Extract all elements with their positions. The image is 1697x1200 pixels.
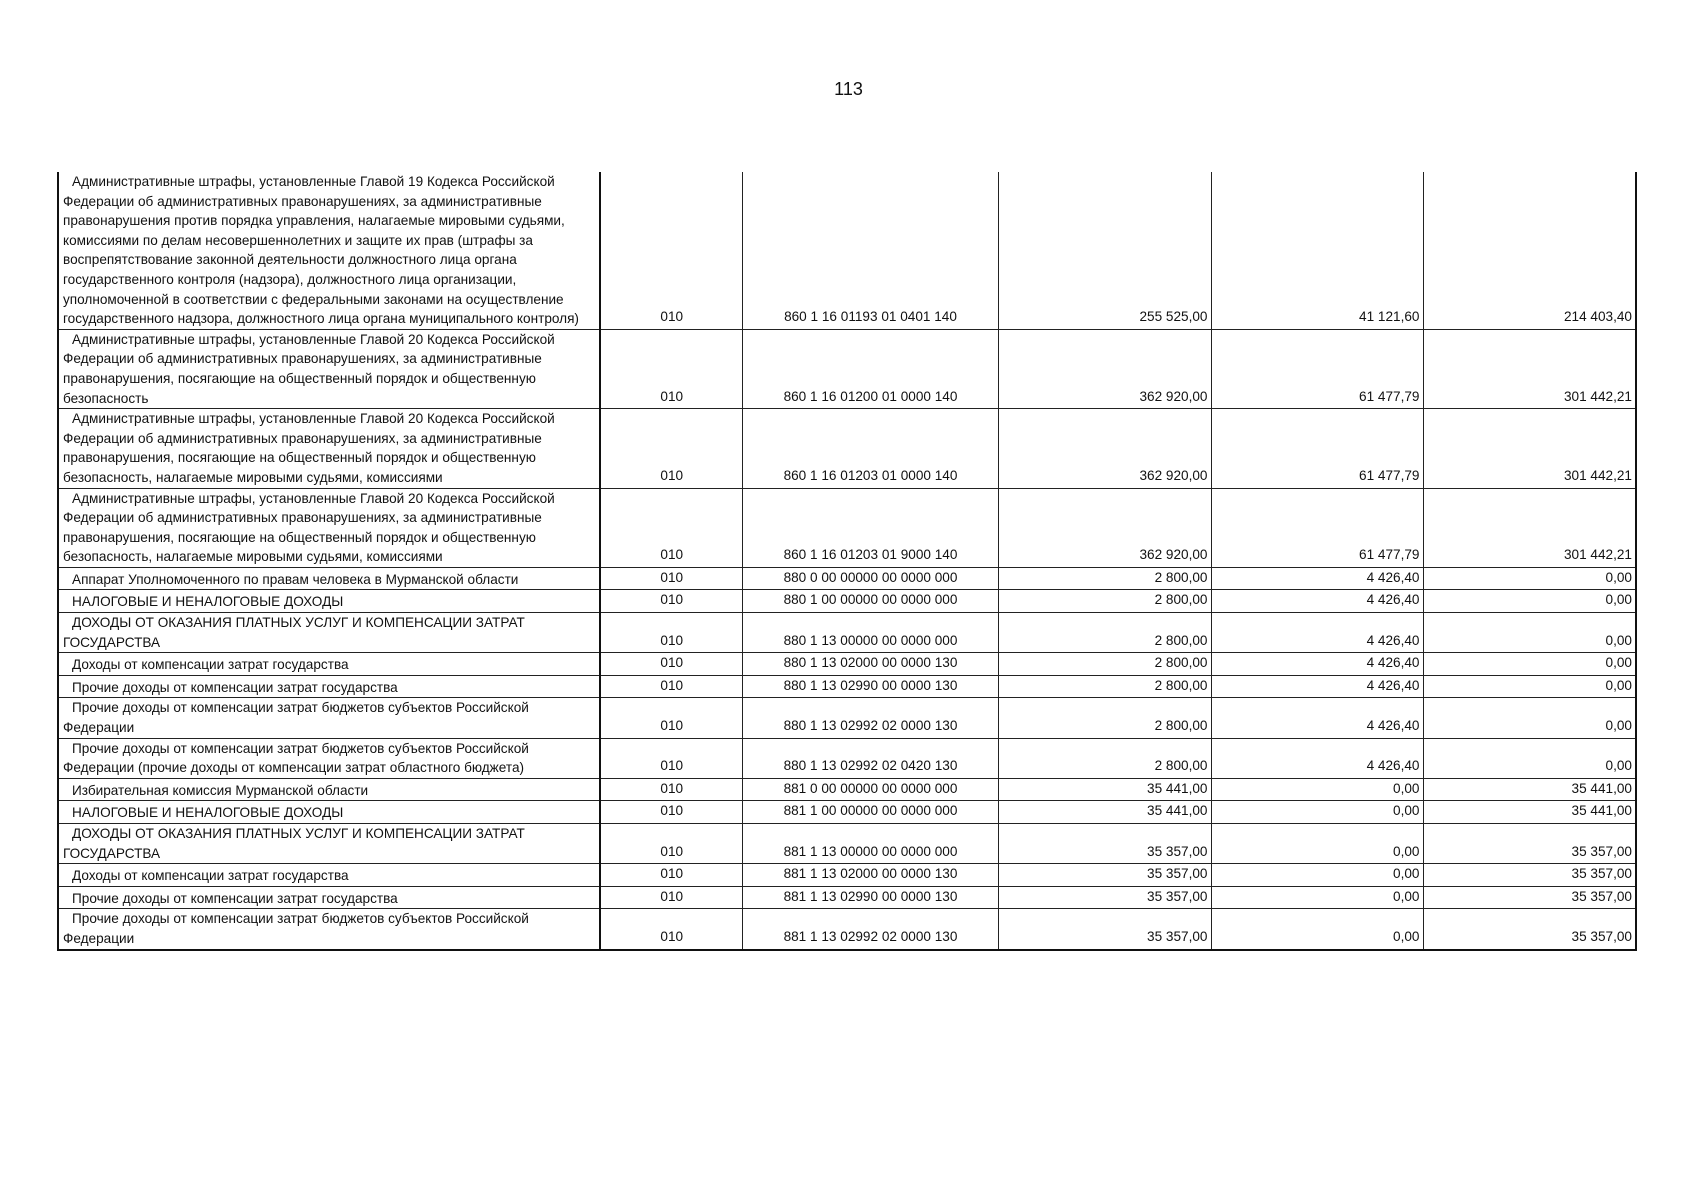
table-row — [58, 409, 1636, 488]
cell-value: 4 426,40 — [1366, 592, 1420, 608]
cell-value: 010 — [660, 547, 684, 563]
cell-value: 61 477,79 — [1359, 467, 1420, 483]
cell-value: 35 357,00 — [1571, 928, 1632, 944]
row-line-code-cell — [600, 409, 742, 488]
row-budget-code-cell — [742, 909, 998, 950]
row-approved-cell — [998, 613, 1211, 653]
cell-value: 4 426,40 — [1366, 655, 1420, 671]
row-budget-code-cell — [742, 329, 998, 408]
row-approved-cell — [998, 172, 1211, 329]
cell-value: 61 477,79 — [1359, 388, 1420, 404]
row-unexecuted-cell — [1423, 909, 1636, 950]
cell-value: 41 121,60 — [1359, 309, 1420, 325]
table-row — [58, 909, 1636, 950]
cell-value: 010 — [660, 569, 684, 585]
cell-value: ДОХОДЫ ОТ ОКАЗАНИЯ ПЛАТНЫХ УСЛУГ И КОМПЕНСАЦИИ ЗАТРАТ ГОСУДАРСТВА — [63, 826, 525, 861]
cell-value: 881 1 13 02992 02 0000 130 — [783, 928, 958, 944]
cell-value: 301 442,21 — [1563, 388, 1632, 404]
cell-value: 0,00 — [1393, 888, 1420, 904]
row-approved-cell — [998, 567, 1211, 590]
row-executed-cell — [1211, 409, 1423, 488]
cell-value: НАЛОГОВЫЕ И НЕНАЛОГОВЫЕ ДОХОДЫ — [72, 805, 344, 821]
cell-value: 2 800,00 — [1154, 655, 1208, 671]
table-row — [58, 864, 1636, 887]
row-name-cell — [58, 590, 600, 613]
row-name-cell — [58, 738, 600, 778]
cell-value: 2 800,00 — [1154, 592, 1208, 608]
row-approved-cell — [998, 409, 1211, 488]
row-approved-cell — [998, 738, 1211, 778]
cell-value: 880 1 13 02990 00 0000 130 — [783, 677, 958, 693]
cell-value: 61 477,79 — [1359, 547, 1420, 563]
cell-value: 301 442,21 — [1563, 467, 1632, 483]
cell-value: 255 525,00 — [1139, 309, 1208, 325]
cell-value: 0,00 — [1393, 780, 1420, 796]
row-executed-cell — [1211, 675, 1423, 698]
cell-value: 2 800,00 — [1154, 758, 1208, 774]
row-executed-cell — [1211, 864, 1423, 887]
cell-value: 0,00 — [1393, 803, 1420, 819]
cell-value: 0,00 — [1393, 866, 1420, 882]
cell-value: НАЛОГОВЫЕ И НЕНАЛОГОВЫЕ ДОХОДЫ — [72, 594, 344, 610]
row-unexecuted-cell — [1423, 801, 1636, 824]
cell-value: 010 — [660, 866, 684, 882]
row-executed-cell — [1211, 909, 1423, 950]
row-budget-code-cell — [742, 172, 998, 329]
row-name-cell — [58, 824, 600, 864]
cell-value: 0,00 — [1605, 592, 1632, 608]
cell-value: Прочие доходы от компенсации затрат бюджетов субъектов Российской Федерации — [63, 700, 529, 736]
table-row — [58, 824, 1636, 864]
row-line-code-cell — [600, 567, 742, 590]
cell-value: 35 357,00 — [1571, 888, 1632, 904]
table-row — [58, 698, 1636, 738]
row-approved-cell — [998, 886, 1211, 909]
table-row — [58, 886, 1636, 909]
cell-value: 35 357,00 — [1147, 866, 1208, 882]
row-unexecuted-cell — [1423, 567, 1636, 590]
row-budget-code-cell — [742, 409, 998, 488]
row-line-code-cell — [600, 864, 742, 887]
row-executed-cell — [1211, 738, 1423, 778]
cell-value: 301 442,21 — [1563, 547, 1632, 563]
row-approved-cell — [998, 909, 1211, 950]
row-name-cell — [58, 653, 600, 676]
cell-value: 010 — [660, 309, 684, 325]
cell-value: 0,00 — [1393, 928, 1420, 944]
cell-value: 0,00 — [1605, 718, 1632, 734]
cell-value: Административные штрафы, установленные Главой 20 Кодекса Российской Федерации об административных правонарушениях, за административные правонарушения, посягающие на общественный порядок и общественную безопасность, налагаемые мировыми судьями, комиссиями — [63, 411, 555, 485]
cell-value: Административные штрафы, установленные Главой 20 Кодекса Российской Федерации об административных правонарушениях, за административные правонарушения, посягающие на общественный порядок и общественную безопасность — [63, 331, 555, 406]
cell-value: 881 1 13 02000 00 0000 130 — [783, 866, 958, 882]
row-executed-cell — [1211, 590, 1423, 613]
row-executed-cell — [1211, 329, 1423, 408]
row-budget-code-cell — [742, 778, 998, 801]
row-name-cell — [58, 172, 600, 329]
row-unexecuted-cell — [1423, 778, 1636, 801]
cell-value: 880 1 00 00000 00 0000 000 — [783, 592, 958, 608]
cell-value: 362 920,00 — [1139, 388, 1208, 404]
row-name-cell — [58, 909, 600, 950]
table-row — [58, 488, 1636, 567]
table-row — [58, 801, 1636, 824]
cell-value: 4 426,40 — [1366, 569, 1420, 585]
cell-value: 2 800,00 — [1154, 632, 1208, 648]
row-executed-cell — [1211, 653, 1423, 676]
row-name-cell — [58, 886, 600, 909]
cell-value: 010 — [660, 467, 684, 483]
row-executed-cell — [1211, 613, 1423, 653]
cell-value: 010 — [660, 677, 684, 693]
row-name-cell — [58, 613, 600, 653]
row-executed-cell — [1211, 801, 1423, 824]
cell-value: Административные штрафы, установленные Главой 19 Кодекса Российской Федерации об административных правонарушениях, за административные правонарушения против порядка управления, налагаемые мировыми судьями, комиссиями по делам несовершеннолетних и защите их прав (штрафы за воспрепятствование законной деятельности должностного лица органа государственного контроля (надзора), должностного лица организации, уполномоченной в соответствии с федеральными законами на осуществление государственного надзора, должностного лица органа муниципального контроля) — [63, 174, 579, 327]
row-unexecuted-cell — [1423, 329, 1636, 408]
row-executed-cell — [1211, 567, 1423, 590]
table-row — [58, 675, 1636, 698]
row-budget-code-cell — [742, 801, 998, 824]
cell-value: 0,00 — [1605, 655, 1632, 671]
cell-value: 2 800,00 — [1154, 718, 1208, 734]
cell-value: 880 1 13 02992 02 0000 130 — [783, 718, 958, 734]
row-executed-cell — [1211, 886, 1423, 909]
row-name-cell — [58, 778, 600, 801]
cell-value: 881 1 13 00000 00 0000 000 — [783, 843, 958, 859]
cell-value: 35 441,00 — [1571, 803, 1632, 819]
cell-value: ДОХОДЫ ОТ ОКАЗАНИЯ ПЛАТНЫХ УСЛУГ И КОМПЕНСАЦИИ ЗАТРАТ ГОСУДАРСТВА — [63, 615, 525, 650]
cell-value: 880 1 13 02000 00 0000 130 — [783, 655, 958, 671]
cell-value: Прочие доходы от компенсации затрат бюджетов субъектов Российской Федерации (прочие доходы от компенсации затрат областного бюджета) — [63, 740, 529, 776]
row-line-code-cell — [600, 738, 742, 778]
row-approved-cell — [998, 698, 1211, 738]
cell-value: Прочие доходы от компенсации затрат государства — [72, 890, 398, 906]
row-line-code-cell — [600, 778, 742, 801]
row-unexecuted-cell — [1423, 488, 1636, 567]
row-line-code-cell — [600, 675, 742, 698]
cell-value: 2 800,00 — [1154, 677, 1208, 693]
row-approved-cell — [998, 778, 1211, 801]
cell-value: 0,00 — [1605, 569, 1632, 585]
cell-value: 362 920,00 — [1139, 547, 1208, 563]
row-name-cell — [58, 675, 600, 698]
table-row — [58, 653, 1636, 676]
row-line-code-cell — [600, 653, 742, 676]
row-name-cell — [58, 567, 600, 590]
cell-value: 4 426,40 — [1366, 758, 1420, 774]
cell-value: 880 1 13 00000 00 0000 000 — [783, 632, 958, 648]
row-approved-cell — [998, 653, 1211, 676]
row-budget-code-cell — [742, 613, 998, 653]
cell-value: Прочие доходы от компенсации затрат государства — [72, 679, 398, 695]
row-budget-code-cell — [742, 488, 998, 567]
cell-value: 880 0 00 00000 00 0000 000 — [783, 569, 958, 585]
cell-value: 010 — [660, 843, 684, 859]
cell-value: 35 357,00 — [1571, 843, 1632, 859]
cell-value: Административные штрафы, установленные Главой 20 Кодекса Российской Федерации об административных правонарушениях, за административные правонарушения, посягающие на общественный порядок и общественную безопасность, налагаемые мировыми судьями, комиссиями — [63, 490, 555, 565]
cell-value: 860 1 16 01203 01 9000 140 — [783, 547, 958, 563]
cell-value: 35 357,00 — [1147, 888, 1208, 904]
cell-value: 362 920,00 — [1139, 467, 1208, 483]
cell-value: Прочие доходы от компенсации затрат бюджетов субъектов Российской Федерации — [63, 911, 529, 946]
cell-value: 881 1 13 02990 00 0000 130 — [783, 888, 958, 904]
row-name-cell — [58, 488, 600, 567]
row-line-code-cell — [600, 886, 742, 909]
row-name-cell — [58, 409, 600, 488]
cell-value: 010 — [660, 655, 684, 671]
table-row — [58, 567, 1636, 590]
cell-value: 010 — [660, 592, 684, 608]
page-number: 113 — [834, 79, 863, 99]
row-line-code-cell — [600, 172, 742, 329]
cell-value: 010 — [660, 758, 684, 774]
cell-value: 0,00 — [1605, 632, 1632, 648]
row-approved-cell — [998, 824, 1211, 864]
cell-value: 35 441,00 — [1147, 780, 1208, 796]
cell-value: 4 426,40 — [1366, 677, 1420, 693]
row-line-code-cell — [600, 698, 742, 738]
row-approved-cell — [998, 801, 1211, 824]
row-line-code-cell — [600, 801, 742, 824]
row-unexecuted-cell — [1423, 698, 1636, 738]
row-budget-code-cell — [742, 864, 998, 887]
cell-value: 010 — [660, 780, 684, 796]
cell-value: 2 800,00 — [1154, 569, 1208, 585]
cell-value: 4 426,40 — [1366, 632, 1420, 648]
cell-value: 010 — [660, 632, 684, 648]
row-unexecuted-cell — [1423, 172, 1636, 329]
cell-value: 35 441,00 — [1147, 803, 1208, 819]
row-line-code-cell — [600, 488, 742, 567]
row-budget-code-cell — [742, 653, 998, 676]
cell-value: Избирательная комиссия Мурманской области — [72, 782, 369, 798]
cell-value: 010 — [660, 928, 684, 944]
row-approved-cell — [998, 488, 1211, 567]
row-name-cell — [58, 329, 600, 408]
row-executed-cell — [1211, 698, 1423, 738]
row-approved-cell — [998, 675, 1211, 698]
table-row — [58, 613, 1636, 653]
cell-value: Доходы от компенсации затрат государства — [72, 868, 349, 884]
revenue-table — [57, 172, 1637, 951]
cell-value: 4 426,40 — [1366, 718, 1420, 734]
cell-value: Аппарат Уполномоченного по правам человека в Мурманской области — [72, 571, 519, 587]
row-executed-cell — [1211, 488, 1423, 567]
cell-value: 881 1 00 00000 00 0000 000 — [783, 803, 958, 819]
row-approved-cell — [998, 590, 1211, 613]
row-unexecuted-cell — [1423, 738, 1636, 778]
cell-value: 010 — [660, 888, 684, 904]
cell-value: 0,00 — [1605, 677, 1632, 693]
row-line-code-cell — [600, 590, 742, 613]
row-name-cell — [58, 801, 600, 824]
table-row — [58, 590, 1636, 613]
row-budget-code-cell — [742, 675, 998, 698]
row-name-cell — [58, 864, 600, 887]
row-unexecuted-cell — [1423, 824, 1636, 864]
table-row — [58, 738, 1636, 778]
table-row — [58, 329, 1636, 408]
cell-value: 0,00 — [1605, 758, 1632, 774]
cell-value: 35 357,00 — [1147, 928, 1208, 944]
cell-value: 010 — [660, 718, 684, 734]
table-row — [58, 778, 1636, 801]
cell-value: 010 — [660, 803, 684, 819]
row-line-code-cell — [600, 613, 742, 653]
cell-value: 0,00 — [1393, 843, 1420, 859]
row-executed-cell — [1211, 824, 1423, 864]
row-line-code-cell — [600, 329, 742, 408]
row-budget-code-cell — [742, 567, 998, 590]
cell-value: 35 357,00 — [1147, 843, 1208, 859]
cell-value: 860 1 16 01203 01 0000 140 — [783, 467, 958, 483]
cell-value: Доходы от компенсации затрат государства — [72, 657, 349, 673]
cell-value: 881 0 00 00000 00 0000 000 — [783, 780, 958, 796]
cell-value: 860 1 16 01200 01 0000 140 — [783, 388, 958, 404]
row-name-cell — [58, 698, 600, 738]
table-row — [58, 172, 1636, 329]
row-unexecuted-cell — [1423, 409, 1636, 488]
table-body — [58, 172, 1636, 950]
row-budget-code-cell — [742, 698, 998, 738]
cell-value: 880 1 13 02992 02 0420 130 — [783, 758, 958, 774]
row-unexecuted-cell — [1423, 590, 1636, 613]
row-unexecuted-cell — [1423, 613, 1636, 653]
row-budget-code-cell — [742, 824, 998, 864]
row-approved-cell — [998, 864, 1211, 887]
row-executed-cell — [1211, 778, 1423, 801]
row-line-code-cell — [600, 824, 742, 864]
cell-value: 860 1 16 01193 01 0401 140 — [784, 309, 957, 325]
cell-value: 35 357,00 — [1571, 866, 1632, 882]
row-unexecuted-cell — [1423, 675, 1636, 698]
cell-value: 35 441,00 — [1571, 780, 1632, 796]
row-approved-cell — [998, 329, 1211, 408]
row-budget-code-cell — [742, 738, 998, 778]
cell-value: 010 — [660, 388, 684, 404]
row-budget-code-cell — [742, 590, 998, 613]
cell-value: 214 403,40 — [1563, 309, 1632, 325]
row-unexecuted-cell — [1423, 864, 1636, 887]
row-line-code-cell — [600, 909, 742, 950]
row-executed-cell — [1211, 172, 1423, 329]
row-unexecuted-cell — [1423, 886, 1636, 909]
row-unexecuted-cell — [1423, 653, 1636, 676]
row-budget-code-cell — [742, 886, 998, 909]
